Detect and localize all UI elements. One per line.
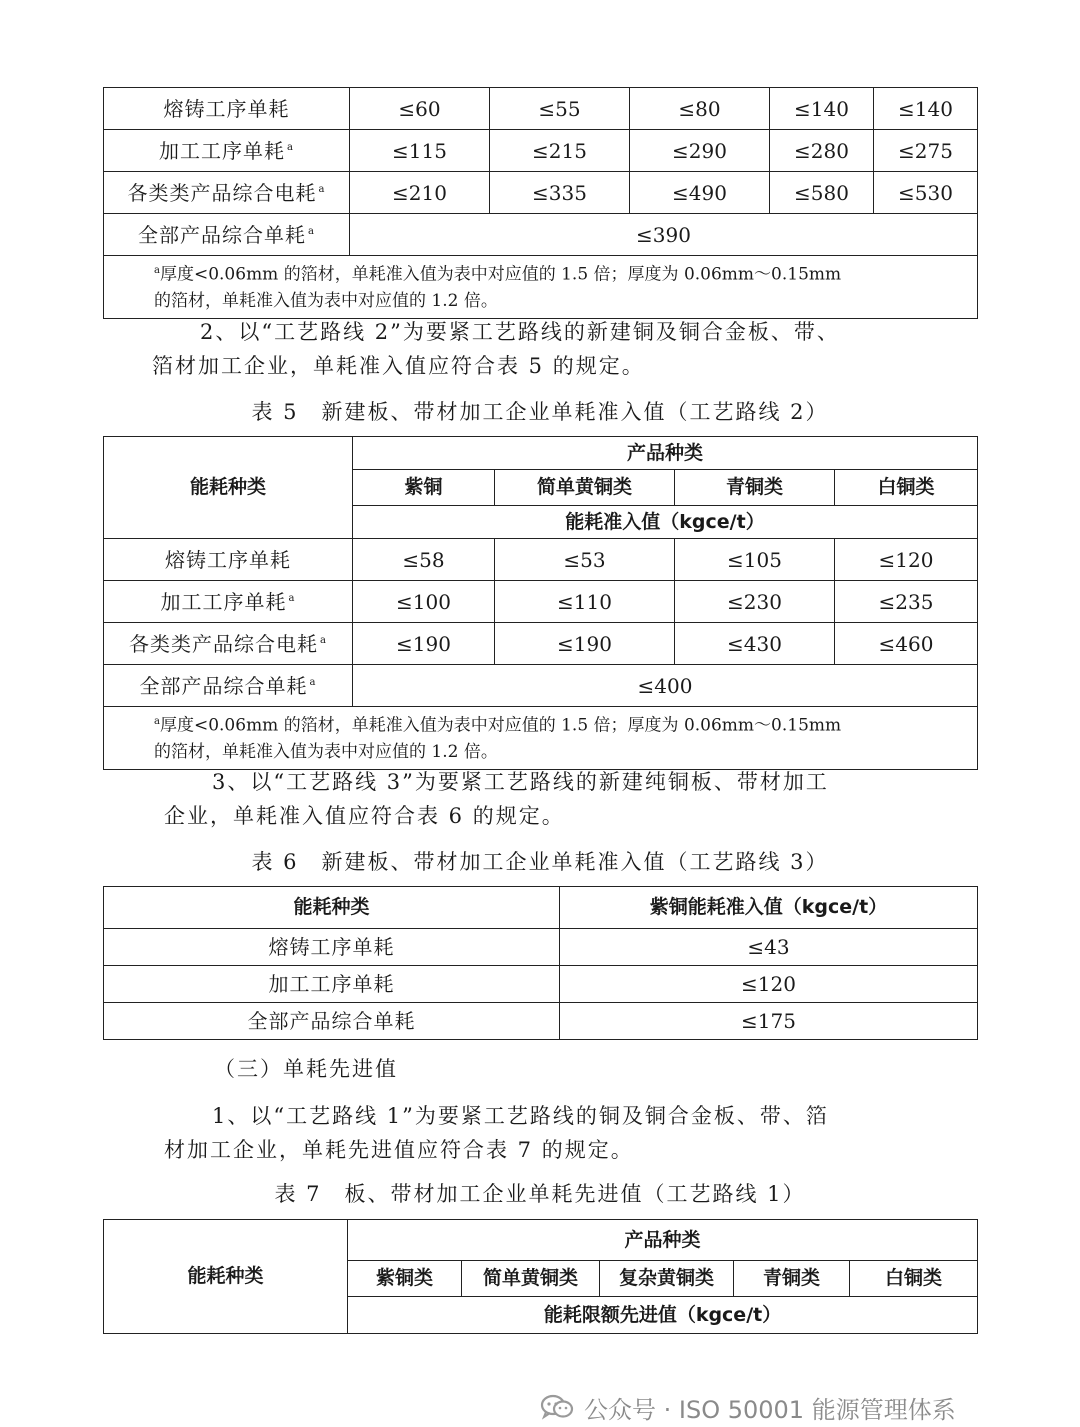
cell-value: ≤43	[560, 929, 978, 966]
row-label: 熔铸工序单耗	[104, 929, 560, 966]
cell-value: ≤190	[353, 623, 495, 665]
cell-value: ≤80	[630, 88, 770, 130]
paragraph-line: 企业，单耗准入值应符合表 6 的规定。	[164, 804, 565, 828]
section-heading: （三）单耗先进值	[214, 1057, 398, 1081]
table-row	[104, 130, 978, 172]
cell-value: ≤280	[770, 130, 874, 172]
row-label: 全部产品综合单耗	[104, 1003, 560, 1040]
footnote-mark: a	[288, 592, 296, 604]
cell-value: ≤105	[675, 539, 835, 581]
row-label: 加工工序单耗	[160, 589, 287, 614]
cell-value: ≤190	[495, 623, 675, 665]
cell-value: ≤55	[490, 88, 630, 130]
cell-value: ≤430	[675, 623, 835, 665]
watermark	[540, 1392, 956, 1422]
table-7	[103, 1219, 978, 1334]
watermark-text: 公众号 · ISO 50001 能源管理体系	[584, 1395, 956, 1424]
cell-value: ≤140	[874, 88, 978, 130]
cell-value: ≤490	[630, 172, 770, 214]
cell-value-merged: ≤400	[353, 665, 978, 707]
footnote-mark: a	[154, 716, 160, 727]
table-row	[104, 88, 978, 130]
cell-value: ≤175	[560, 1003, 978, 1040]
cell-value: ≤335	[490, 172, 630, 214]
footnote-line-2: 的箔材，单耗准入值为表中对应值的 1.2 倍。	[154, 741, 498, 762]
header-product-type: 产品种类	[348, 1220, 978, 1261]
cell-value: ≤60	[350, 88, 490, 130]
cell-value: ≤53	[495, 539, 675, 581]
cell-value-merged: ≤390	[350, 214, 978, 256]
table-4-continued	[103, 87, 978, 319]
wechat-icon	[540, 1394, 574, 1420]
cell-value: ≤100	[353, 581, 495, 623]
table-row-total	[104, 665, 978, 707]
cell-value: ≤120	[835, 539, 978, 581]
cell-value: ≤275	[874, 130, 978, 172]
column-header: 白铜类	[850, 1261, 978, 1297]
footnote-line-1: 厚度<0.06mm 的箔材，单耗准入值为表中对应值的 1.5 倍；厚度为 0.06mm～0.15mm	[159, 264, 842, 285]
column-header: 紫铜类	[348, 1261, 462, 1297]
cell-value: ≤460	[835, 623, 978, 665]
header-copper-limit: 紫铜能耗准入值（kgce/t）	[560, 887, 978, 929]
cell-value: ≤235	[835, 581, 978, 623]
table-5-caption: 表 5 新建板、带材加工企业单耗准入值（工艺路线 2）	[251, 400, 829, 424]
table-6	[103, 886, 978, 1040]
cell-value: ≤580	[770, 172, 874, 214]
footnote-mark: a	[318, 183, 326, 195]
cell-value: ≤215	[490, 130, 630, 172]
row-label: 加工工序单耗	[159, 138, 286, 163]
header-energy-type: 能耗种类	[104, 437, 353, 539]
paragraph-line: 3、以“工艺路线 3”为要紧工艺路线的新建纯铜板、带材加工	[212, 770, 829, 794]
table-header-row	[104, 887, 978, 929]
footnote-mark: a	[154, 265, 160, 276]
column-header: 青铜类	[734, 1261, 850, 1297]
column-header: 紫铜	[353, 470, 495, 506]
table-5	[103, 436, 978, 770]
footnote-mark: a	[309, 676, 317, 688]
header-unit: 能耗准入值（kgce/t）	[353, 506, 978, 539]
paragraph-line: 2、以“工艺路线 2”为要紧工艺路线的新建铜及铜合金板、带、	[200, 320, 840, 344]
cell-value: ≤290	[630, 130, 770, 172]
table-footnote-row	[104, 256, 978, 319]
column-header: 白铜类	[835, 470, 978, 506]
table-7-caption: 表 7 板、带材加工企业单耗先进值（工艺路线 1）	[274, 1182, 806, 1206]
table-row	[104, 581, 978, 623]
header-unit: 能耗限额先进值（kgce/t）	[348, 1297, 978, 1334]
table-row	[104, 539, 978, 581]
table-row	[104, 172, 978, 214]
table-row	[104, 623, 978, 665]
cell-value: ≤210	[350, 172, 490, 214]
row-label: 加工工序单耗	[104, 966, 560, 1003]
cell-value: ≤230	[675, 581, 835, 623]
header-energy-type: 能耗种类	[104, 887, 560, 929]
row-label: 全部产品综合单耗	[138, 222, 307, 247]
table-footnote	[104, 256, 978, 319]
table-row	[104, 929, 978, 966]
footnote-mark: a	[320, 634, 327, 646]
cell-value: ≤120	[560, 966, 978, 1003]
row-label: 各类类产品综合电耗	[129, 631, 319, 656]
column-header: 青铜类	[675, 470, 835, 506]
row-label: 熔铸工序单耗	[165, 547, 291, 572]
column-header: 复杂黄铜类	[600, 1261, 734, 1297]
row-label: 各类类产品综合电耗	[127, 180, 317, 205]
footnote-mark: a	[287, 141, 294, 153]
table-header-row	[104, 437, 978, 470]
paragraph-line: 材加工企业，单耗先进值应符合表 7 的规定。	[164, 1138, 634, 1162]
paragraph-line: 1、以“工艺路线 1”为要紧工艺路线的铜及铜合金板、带、箔	[212, 1104, 829, 1128]
table-row	[104, 966, 978, 1003]
header-energy-type: 能耗种类	[104, 1220, 348, 1334]
column-header: 简单黄铜类	[495, 470, 675, 506]
paragraph-line: 箔材加工企业，单耗准入值应符合表 5 的规定。	[152, 354, 645, 378]
cell-value: ≤58	[353, 539, 495, 581]
cell-value: ≤115	[350, 130, 490, 172]
cell-value: ≤140	[770, 88, 874, 130]
footnote-mark: a	[308, 225, 315, 237]
table-header-row	[104, 1220, 978, 1261]
row-label: 全部产品综合单耗	[139, 673, 308, 698]
table-footnote-row	[104, 707, 978, 770]
table-6-caption: 表 6 新建板、带材加工企业单耗准入值（工艺路线 3）	[251, 850, 829, 874]
table-row	[104, 1003, 978, 1040]
row-label: 熔铸工序单耗	[163, 96, 290, 121]
cell-value: ≤530	[874, 172, 978, 214]
header-product-type: 产品种类	[353, 437, 978, 470]
table-footnote	[104, 707, 978, 770]
footnote-line-2: 的箔材，单耗准入值为表中对应值的 1.2 倍。	[154, 290, 498, 311]
table-row-total	[104, 214, 978, 256]
cell-value: ≤110	[495, 581, 675, 623]
column-header: 简单黄铜类	[462, 1261, 600, 1297]
footnote-line-1: 厚度<0.06mm 的箔材，单耗准入值为表中对应值的 1.5 倍；厚度为 0.06mm～0.15mm	[159, 715, 842, 736]
